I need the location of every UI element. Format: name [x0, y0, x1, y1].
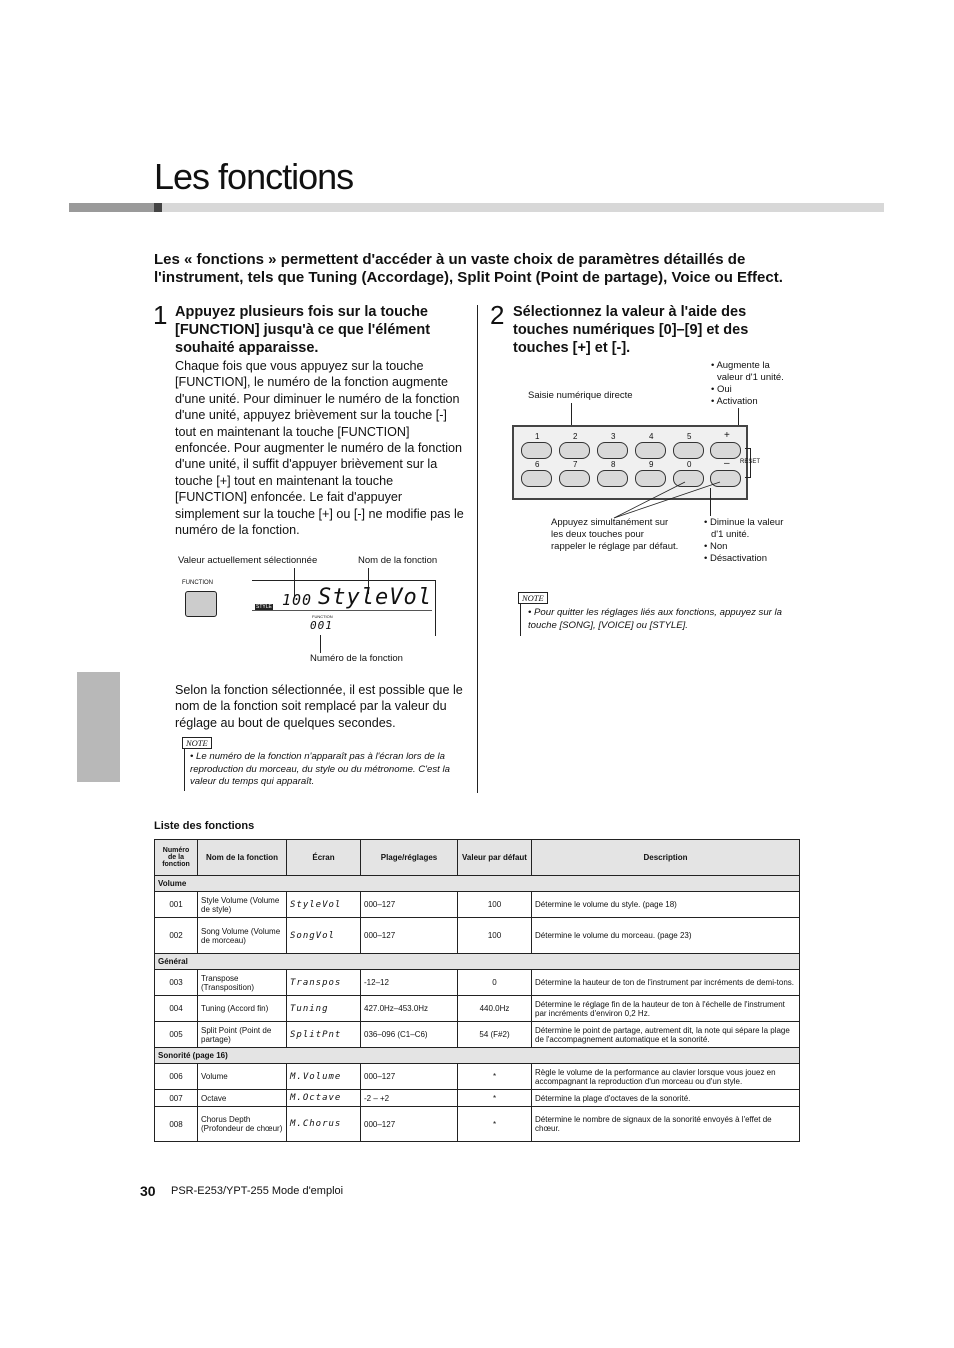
- cell-description: Détermine le volume du morceau. (page 23): [532, 918, 800, 954]
- cell-screen: StyleVol: [287, 892, 361, 918]
- table-row: [155, 1090, 800, 1107]
- plus-note: • Activation: [711, 396, 758, 407]
- cell-default: *: [458, 1064, 532, 1090]
- table-row: [155, 996, 800, 1022]
- step-2-heading: Sélectionnez la valeur à l'aide des touches numériques [0]–[9] et des touches [+] et [-].: [513, 304, 749, 356]
- note-rule: [184, 749, 185, 791]
- key-2[interactable]: [559, 442, 590, 459]
- cell-name: Volume: [198, 1064, 287, 1090]
- cell-name: Split Point (Point de partage): [198, 1022, 287, 1048]
- both-keys-note: [551, 517, 678, 553]
- both-keys-callout: [600, 480, 740, 520]
- cell-number: 005: [155, 1022, 198, 1048]
- cell-range: 000–127: [361, 892, 458, 918]
- minus-note: • Désactivation: [704, 553, 767, 564]
- cell-description: Détermine la hauteur de ton de l'instrument par incréments de demi-tons.: [532, 970, 800, 996]
- key-6[interactable]: [521, 470, 552, 487]
- callout-line: [710, 488, 711, 516]
- cell-range: 427.0Hz–453.0Hz: [361, 996, 458, 1022]
- cell-range: 000–127: [361, 1107, 458, 1142]
- cell-default: 100: [458, 892, 532, 918]
- label-function-name: Nom de la fonction: [358, 555, 438, 566]
- cell-number: 008: [155, 1107, 198, 1142]
- cell-name: Style Volume (Volume de style): [198, 892, 287, 918]
- table-header: Plage/réglages: [361, 840, 458, 876]
- cell-description: Règle le volume de la performance au clavier lorsque vous jouez en accompagnant la reproduction d'un morceau ou d'un style.: [532, 1064, 800, 1090]
- cell-screen: M.Octave: [287, 1090, 361, 1107]
- key-1[interactable]: [521, 442, 552, 459]
- step-2-number: 2: [490, 300, 505, 330]
- label-function-number: Numéro de la fonction: [310, 653, 403, 664]
- key-label: 0: [687, 460, 692, 469]
- step-1-note: • Le numéro de la fonction n'apparaît pas à l'écran lors de la reproduction du morceau, du style ou du métronome. C'est la valeur du temps qui apparaît.: [190, 751, 450, 787]
- callout-line: [614, 482, 685, 518]
- minus-note: • Diminue la valeur: [704, 517, 784, 528]
- cell-screen: Transpos: [287, 970, 361, 996]
- table-row: [155, 1107, 800, 1142]
- cell-range: 036–096 (C1–C6): [361, 1022, 458, 1048]
- callout-line: [738, 408, 739, 425]
- lcd-display: [252, 580, 436, 636]
- label-current-value: Valeur actuellement sélectionnée: [178, 555, 318, 566]
- side-tab: [77, 672, 120, 782]
- section-row: [155, 954, 800, 970]
- minus-note: • Non: [704, 541, 728, 552]
- key-plus[interactable]: [710, 442, 741, 459]
- section-title: Volume: [155, 876, 800, 892]
- key-label: 3: [611, 432, 616, 441]
- function-button-label: FUNCTION: [182, 580, 213, 586]
- cell-number: 006: [155, 1064, 198, 1090]
- cell-range: -12–12: [361, 970, 458, 996]
- cell-default: 0: [458, 970, 532, 996]
- cell-number: 007: [155, 1090, 198, 1107]
- cell-number: 002: [155, 918, 198, 954]
- key-label: 8: [611, 460, 616, 469]
- step-1-number: 1: [153, 300, 168, 330]
- key-3[interactable]: [597, 442, 628, 459]
- lcd-divider: [252, 610, 432, 611]
- key-label: 7: [573, 460, 578, 469]
- minus-note: d'1 unité.: [711, 529, 750, 540]
- intro-text: Les « fonctions » permettent d'accéder à un vaste choix de paramètres détaillés de l'instrument, tels que Tuning (Accordage), Split Point (Point de partage), Voice ou Effect.: [154, 251, 783, 286]
- cell-range: 000–127: [361, 918, 458, 954]
- section-title: Sonorité (page 16): [155, 1048, 800, 1064]
- cell-name: Transpose (Transposition): [198, 970, 287, 996]
- step-1-body: Chaque fois que vous appuyez sur la touche [FUNCTION], le numéro de la fonction augmente d'une unité. Pour diminuer le numéro de la fonction d'une unité, appuyez brièvement sur la touche [-] tout en maintenant la touche [FUNCTION] enfoncée. Pour augmenter le numéro de la fonction d'une unité, il suffit d'appuyer brièvement sur la touche [+] tout en maintenant la touche [FUNCTION] enfoncée. Le fait d'appuyer simplement sur la touche [+] ou [-] ne modifie pas le numéro de la fonction.: [175, 359, 464, 538]
- key-7[interactable]: [559, 470, 590, 487]
- footer-text: PSR-E253/YPT-255 Mode d'emploi: [171, 1185, 344, 1197]
- lcd-value: 100: [282, 591, 313, 609]
- key-label: 6: [535, 460, 540, 469]
- title-rule-marker: [154, 203, 162, 212]
- table-header: Description: [532, 840, 800, 876]
- minus-notes: [704, 517, 783, 565]
- note-tag: NOTE: [518, 592, 548, 604]
- both-note-line: rappeler le réglage par défaut.: [551, 541, 679, 552]
- cell-default: 440.0Hz: [458, 996, 532, 1022]
- column-divider: [477, 305, 478, 793]
- step-1-heading: Appuyez plusieurs fois sur la touche [FUNCTION] jusqu'à ce que l'élément souhaité apparaisse.: [175, 304, 431, 356]
- section-row: [155, 876, 800, 892]
- table-header: Écran: [287, 840, 361, 876]
- key-label: –: [724, 458, 730, 469]
- plus-note: valeur d'1 unité.: [717, 372, 784, 383]
- table-header-row: [155, 840, 800, 876]
- lcd-style-indicator: STYLE: [256, 604, 272, 610]
- page-number: 30: [140, 1183, 156, 1199]
- callout-line: [571, 403, 572, 425]
- list-title: Liste des fonctions: [154, 820, 255, 832]
- cell-name: Tuning (Accord fin): [198, 996, 287, 1022]
- cell-name: Chorus Depth (Profondeur de chœur): [198, 1107, 287, 1142]
- key-label: +: [724, 430, 730, 441]
- lcd-function-indicator: FUNCTION: [312, 614, 333, 619]
- cell-default: *: [458, 1090, 532, 1107]
- cell-description: Détermine le point de partage, autrement dit, la note qui sépare la plage de l'accompagnement automatique et la sonorité.: [532, 1022, 800, 1048]
- key-label: 5: [687, 432, 692, 441]
- section-title: Général: [155, 954, 800, 970]
- cell-number: 004: [155, 996, 198, 1022]
- callout-line: [320, 635, 321, 653]
- lcd-function-name: StyleVol: [318, 585, 432, 610]
- callout-line: [614, 482, 720, 518]
- step-2-note: • Pour quitter les réglages liés aux fonctions, appuyez sur la touche [SONG], [VOICE] ou [STYLE].: [528, 607, 783, 631]
- cell-screen: M.Chorus: [287, 1107, 361, 1142]
- reset-label: RESET: [740, 459, 761, 465]
- cell-screen: Tuning: [287, 996, 361, 1022]
- cell-range: -2 – +2: [361, 1090, 458, 1107]
- cell-default: *: [458, 1107, 532, 1142]
- lcd-function-number: 001: [310, 619, 333, 632]
- cell-screen: SongVol: [287, 918, 361, 954]
- key-label: 9: [649, 460, 654, 469]
- label-direct-input: Saisie numérique directe: [528, 390, 633, 401]
- cell-screen: M.Volume: [287, 1064, 361, 1090]
- cell-range: 000–127: [361, 1064, 458, 1090]
- title-rule-left: [69, 203, 154, 212]
- table-row: [155, 918, 800, 954]
- table-header: Nom de la fonction: [198, 840, 287, 876]
- functions-table: [154, 839, 800, 1142]
- key-label: 2: [573, 432, 578, 441]
- page-title: Les fonctions: [154, 156, 354, 197]
- cell-description: Détermine le nombre de signaux de la sonorité envoyés à l'effet de chœur.: [532, 1107, 800, 1142]
- both-note-line: Appuyez simultanément sur: [551, 517, 669, 528]
- cell-description: Détermine le volume du style. (page 18): [532, 892, 800, 918]
- both-note-line: les deux touches pour: [551, 529, 644, 540]
- cell-description: Détermine la plage d'octaves de la sonorité.: [532, 1090, 800, 1107]
- table-header: Valeur par défaut: [458, 840, 532, 876]
- note-rule: [520, 604, 521, 636]
- table-row: [155, 1022, 800, 1048]
- plus-note: • Augmente la: [711, 360, 770, 371]
- step-1-after: Selon la fonction sélectionnée, il est possible que le nom de la fonction soit remplacé par la valeur du réglage au bout de quelques secondes.: [175, 683, 463, 730]
- note-tag: NOTE: [182, 737, 212, 749]
- plus-notes: [711, 360, 784, 408]
- key-5[interactable]: [673, 442, 704, 459]
- cell-default: 54 (F#2): [458, 1022, 532, 1048]
- key-label: 4: [649, 432, 654, 441]
- plus-note: • Oui: [711, 384, 732, 395]
- table-row: [155, 892, 800, 918]
- section-row: [155, 1048, 800, 1064]
- cell-description: Détermine le réglage fin de la hauteur de ton à l'échelle de l'instrument par incréments d'environ 0,2 Hz.: [532, 996, 800, 1022]
- function-button[interactable]: [185, 591, 217, 617]
- cell-screen: SplitPnt: [287, 1022, 361, 1048]
- key-label: 1: [535, 432, 540, 441]
- cell-name: Song Volume (Volume de morceau): [198, 918, 287, 954]
- title-rule-right: [162, 203, 884, 212]
- table-row: [155, 1064, 800, 1090]
- key-4[interactable]: [635, 442, 666, 459]
- cell-number: 001: [155, 892, 198, 918]
- cell-name: Octave: [198, 1090, 287, 1107]
- table-row: [155, 970, 800, 996]
- table-header: Numéro de la fonction: [155, 840, 198, 876]
- cell-number: 003: [155, 970, 198, 996]
- cell-default: 100: [458, 918, 532, 954]
